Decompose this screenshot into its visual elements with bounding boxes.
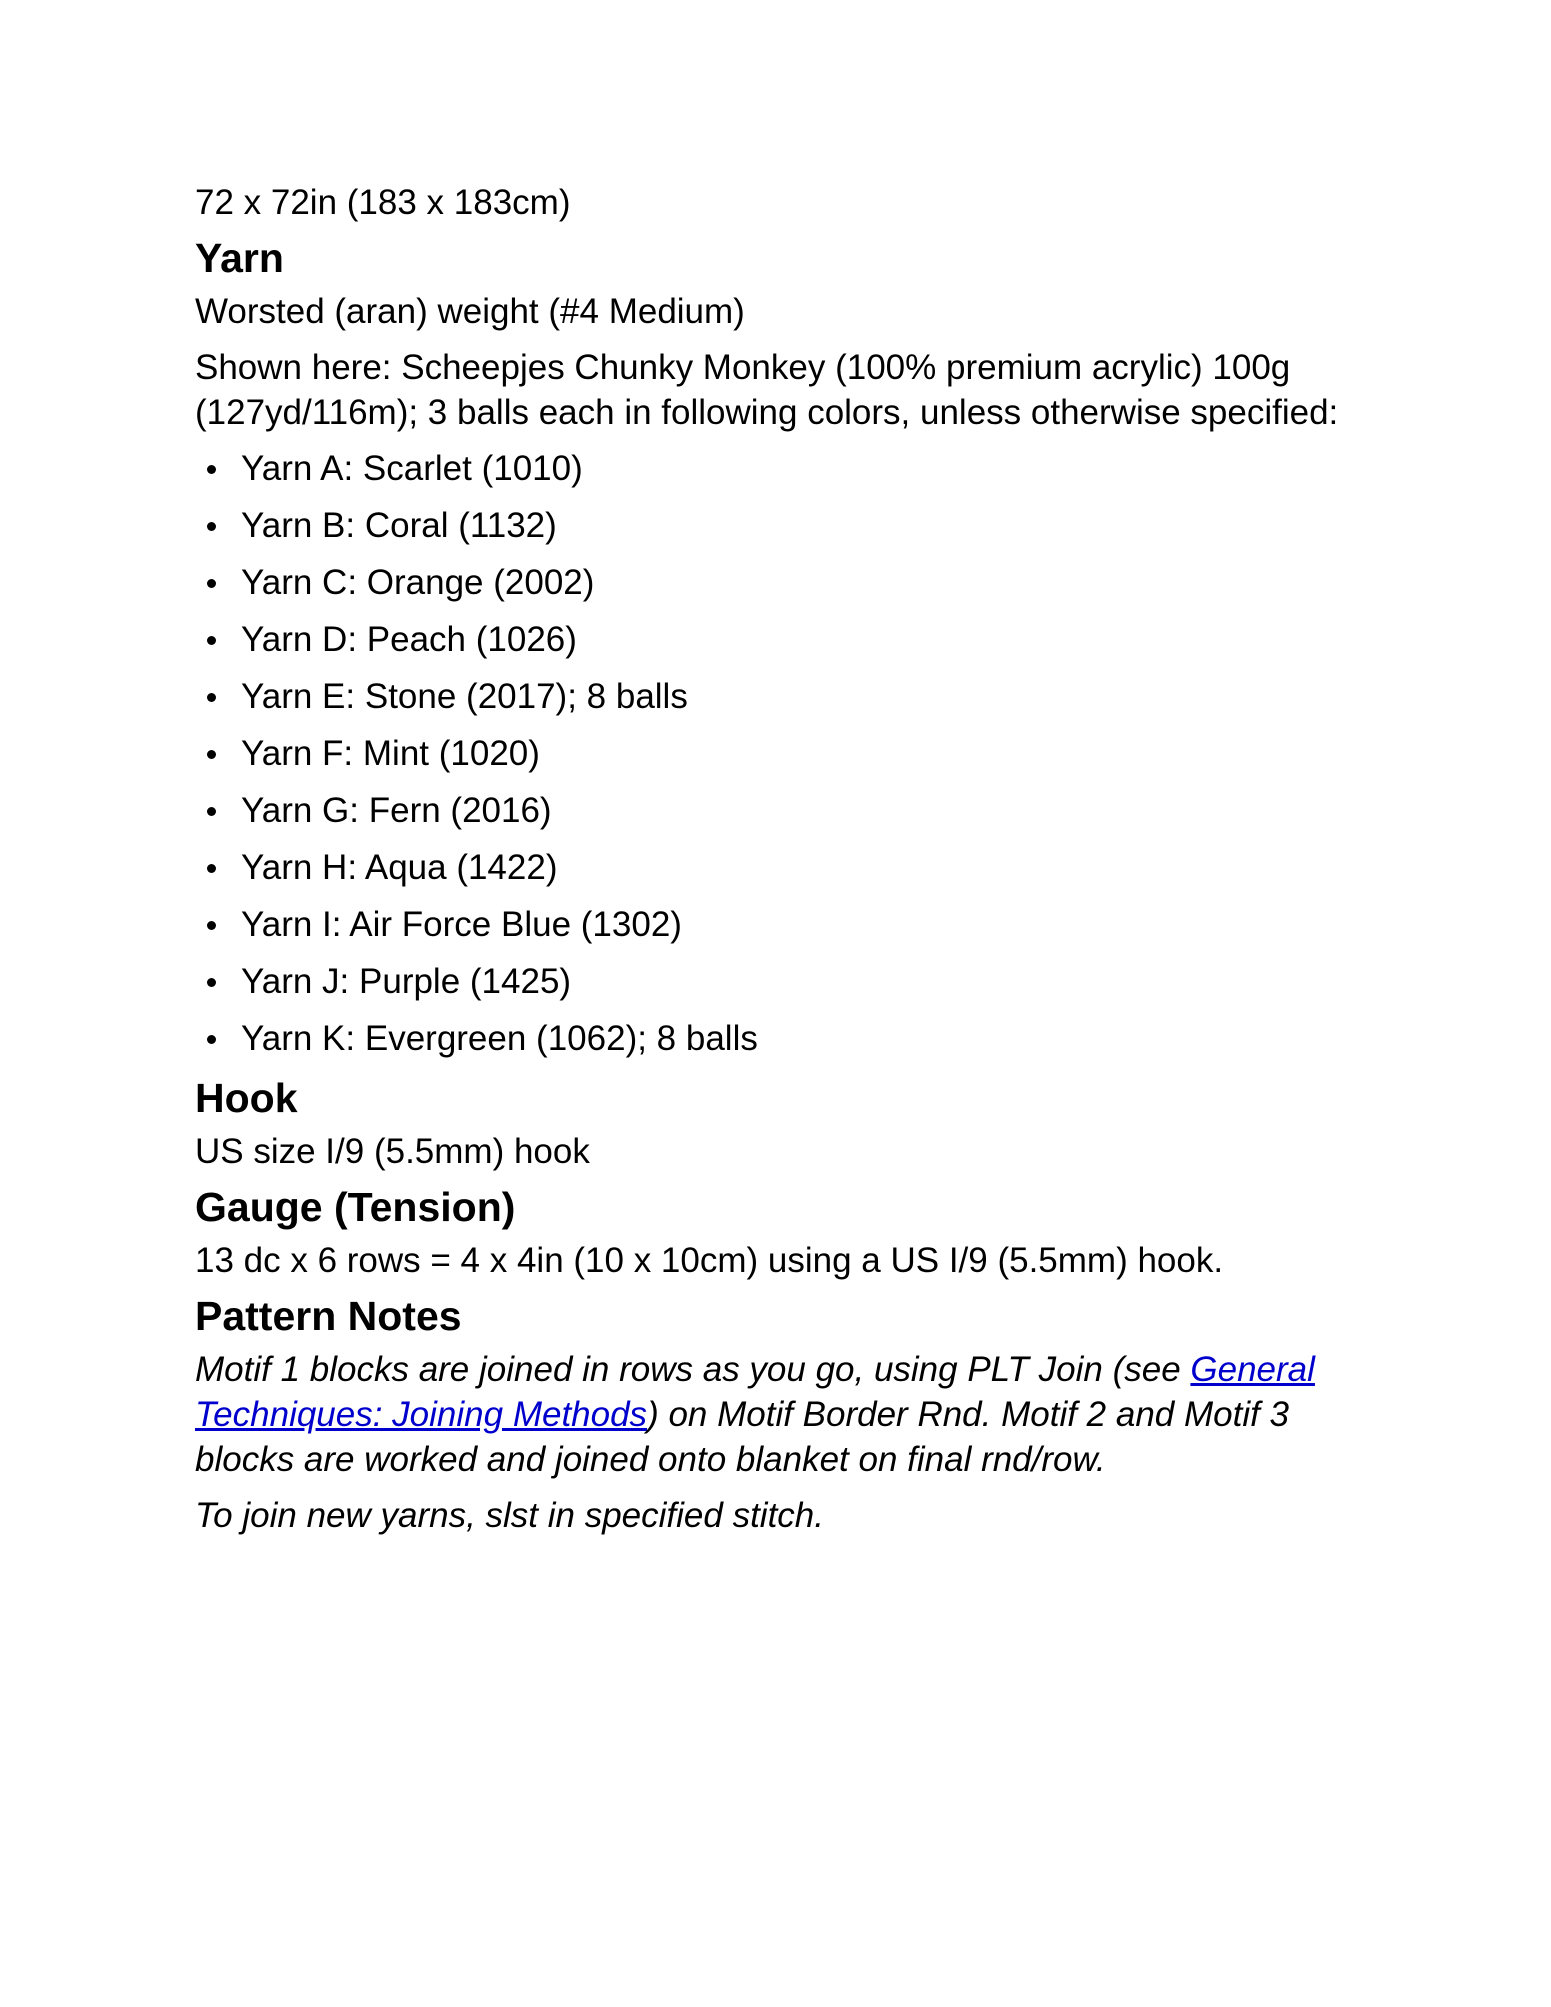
gauge-text: 13 dc x 6 rows = 4 x 4in (10 x 10cm) using a US I/9 (5.5mm) hook.	[195, 1241, 1224, 1280]
bullet-icon	[207, 1035, 216, 1044]
yarn-item-label: Yarn B: Coral (1132)	[241, 506, 557, 545]
list-item	[195, 503, 1375, 548]
yarn-heading: Yarn	[195, 235, 284, 281]
yarn-item-label: Yarn D: Peach (1026)	[241, 620, 577, 659]
yarn-item-label: Yarn G: Fern (2016)	[241, 791, 552, 830]
list-item	[195, 902, 1375, 947]
notes-text-before-link: Motif 1 blocks are joined in rows as you go, using PLT Join (see	[195, 1350, 1191, 1389]
bullet-icon	[207, 636, 216, 645]
list-item	[195, 959, 1375, 1004]
yarn-weight: Worsted (aran) weight (#4 Medium)	[195, 292, 745, 331]
join-yarns-note: To join new yarns, slst in specified stitch.	[195, 1496, 824, 1535]
yarn-list	[195, 446, 1375, 1061]
bullet-icon	[207, 693, 216, 702]
bullet-icon	[207, 465, 216, 474]
finished-size: 72 x 72in (183 x 183cm)	[195, 183, 571, 222]
list-item	[195, 446, 1375, 491]
yarn-shown-here: Shown here: Scheepjes Chunky Monkey (100% premium acrylic) 100g (127yd/116m); 3 balls each in following colors, unless otherwise specified:	[195, 348, 1339, 432]
bullet-icon	[207, 579, 216, 588]
list-item	[195, 788, 1375, 833]
joining-methods-link[interactable]: General Techniques: Joining Methods	[195, 1350, 1315, 1434]
bullet-icon	[207, 864, 216, 873]
list-item	[195, 845, 1375, 890]
bullet-icon	[207, 750, 216, 759]
list-item	[195, 674, 1375, 719]
yarn-item-label: Yarn C: Orange (2002)	[241, 563, 595, 602]
gauge-heading: Gauge (Tension)	[195, 1184, 516, 1230]
pattern-notes-heading: Pattern Notes	[195, 1293, 462, 1339]
yarn-item-label: Yarn H: Aqua (1422)	[241, 848, 558, 887]
list-item	[195, 1016, 1375, 1061]
hook-text: US size I/9 (5.5mm) hook	[195, 1132, 590, 1171]
bullet-icon	[207, 978, 216, 987]
yarn-item-label: Yarn K: Evergreen (1062); 8 balls	[241, 1019, 758, 1058]
bullet-icon	[207, 807, 216, 816]
yarn-item-label: Yarn A: Scarlet (1010)	[241, 449, 583, 488]
document-page	[195, 180, 1375, 1549]
notes-text-after-link: ) on Motif Border Rnd. Motif 2 and Motif 3 blocks are worked and joined onto blanket on final rnd/row.	[195, 1395, 1290, 1479]
bullet-icon	[207, 522, 216, 531]
yarn-item-label: Yarn E: Stone (2017); 8 balls	[241, 677, 688, 716]
yarn-item-label: Yarn J: Purple (1425)	[241, 962, 572, 1001]
hook-heading: Hook	[195, 1075, 298, 1121]
list-item	[195, 731, 1375, 776]
list-item	[195, 560, 1375, 605]
yarn-item-label: Yarn F: Mint (1020)	[241, 734, 540, 773]
pattern-notes-paragraph	[195, 1347, 1375, 1482]
list-item	[195, 617, 1375, 662]
bullet-icon	[207, 921, 216, 930]
yarn-item-label: Yarn I: Air Force Blue (1302)	[241, 905, 682, 944]
